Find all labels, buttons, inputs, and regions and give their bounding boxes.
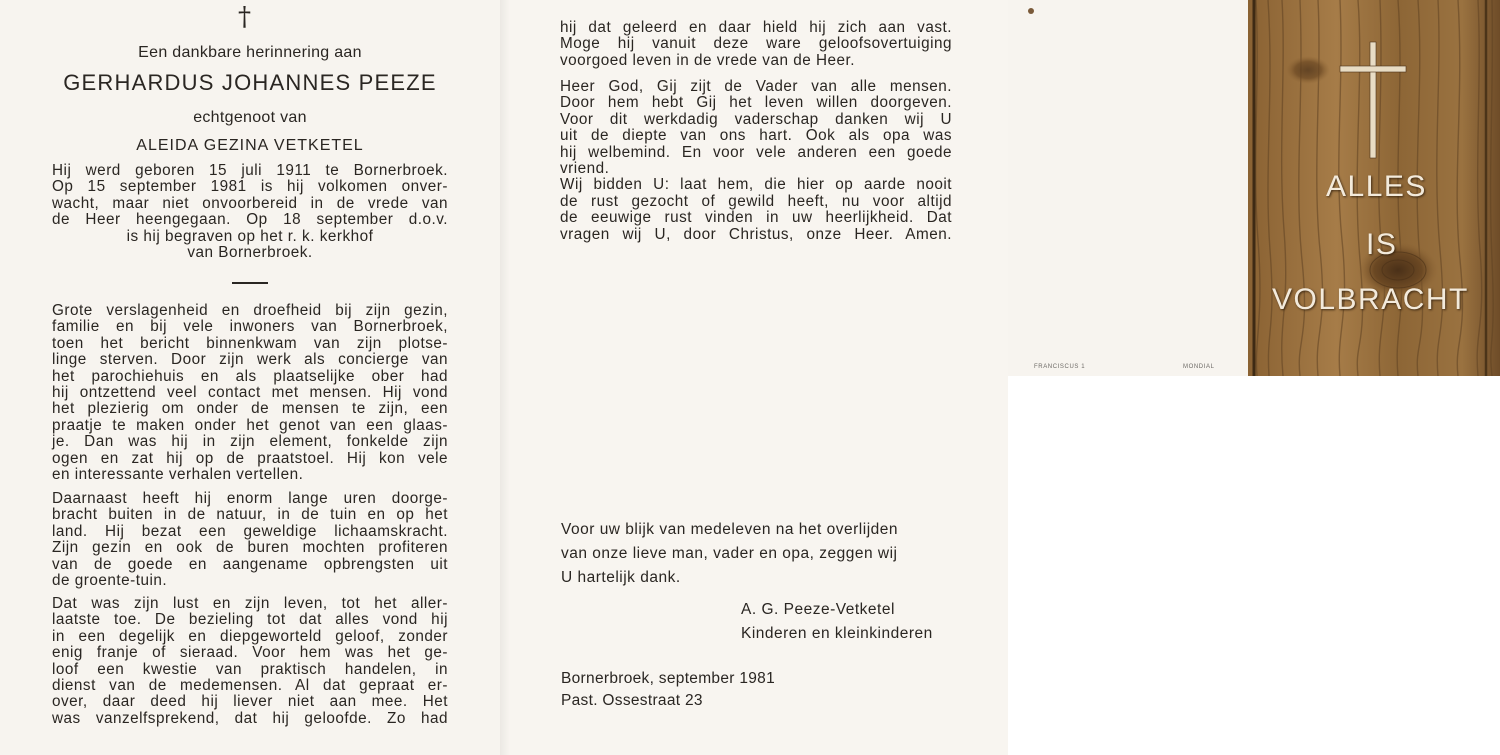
text-line: uit de diepte van ons hart. Ook als opa was: [560, 127, 952, 145]
text-line: Wij bidden U: laat hem, die hier op aarde nooit: [560, 176, 952, 194]
text-line: de Heer heengegaan. Op 18 september d.o.v.: [52, 211, 448, 229]
text-line: is hij begraven op het r. k. kerkhof: [126, 227, 374, 245]
signature-block: [741, 598, 933, 646]
fold-line: [500, 0, 510, 755]
text-line: Moge hij vanuit deze ware geloofsovertuiging: [560, 35, 952, 53]
photo-word-alles: ALLES: [1326, 170, 1427, 203]
text-line: wacht, maar niet onvoorbereid in de vrede van: [52, 194, 448, 212]
text-line: bracht buiten in de natuur, in de tuin en op het: [52, 506, 448, 524]
blank-card-panel: [1008, 0, 1248, 376]
deceased-name: GERHARDUS JOHANNES PEEZE: [63, 70, 437, 95]
text-line: van de goede en aangename opbrengsten uit: [52, 555, 448, 573]
text-line: het plezierig om onder de mensen te zijn, een: [52, 400, 448, 418]
text-line: van onze lieve man, vader en opa, zeggen wij: [561, 545, 898, 562]
print-code-right: MONDIAL: [1183, 364, 1215, 370]
text-line: Dat was zijn lust en zijn leven, tot het aller-: [52, 595, 448, 612]
text-line: praatje te maken onder het genot van een glaas-: [52, 416, 448, 434]
life-paragraph: [52, 596, 448, 727]
text-line: over, daar deed hij liever niet aan mee. Het: [52, 693, 448, 711]
place-date: Bornerbroek, september 1981: [561, 670, 776, 687]
text-line: Voor uw blijk van medeleven na het overlijden: [561, 521, 898, 538]
spouse-intro: echtgenoot van: [193, 109, 307, 126]
text-line: Door hem hebt Gij het leven willen doorgeven.: [560, 94, 952, 112]
text-line: Zijn gezin en ook de buren mochten profiteren: [52, 539, 448, 557]
text-line: toen het bericht binnenkwam van zijn plotse-: [52, 334, 448, 352]
left-panel: [0, 0, 500, 755]
text-line: linge sterven. Door zijn werk als concierge van: [52, 351, 448, 369]
text-line: de groente-tuin.: [52, 572, 168, 590]
print-code-left: FRANCISCUS 1: [1034, 364, 1086, 370]
text-line: de rust gezocht of gewild heeft, nu voor altijd: [560, 192, 952, 210]
text-line: het parochiehuis en als plaatselijke ober had: [52, 367, 448, 385]
text-line: dienst van de medemensen. Al dat gepraat er-: [52, 677, 448, 695]
text-line: vriend.: [560, 160, 610, 178]
cross-icon: †: [238, 2, 251, 32]
text-line: ogen en zat hij op de praatstoel. Hij kon vele: [52, 449, 448, 467]
text-line: hij ontzettend veel contact met mensen. Hij vond: [52, 384, 448, 402]
text-line: laatste toe. De bezieling tot dat alles vond hij: [52, 611, 448, 629]
text-line: Grote verslagenheid en droefheid bij zijn gezin,: [52, 302, 448, 319]
text-line: hij welbemind. En voor vele anderen een goede: [560, 143, 952, 161]
grief-paragraph: [52, 303, 448, 483]
continuation-paragraph: [560, 20, 952, 69]
text-line: Heer God, Gij zijt de Vader van alle mensen.: [560, 78, 952, 95]
divider: [232, 282, 268, 284]
text-line: hij dat geleerd en daar hield hij zich aan vast.: [560, 19, 952, 36]
photo-word-volbracht: VOLBRACHT: [1272, 283, 1469, 316]
text-line: Hij werd geboren 15 juli 1911 te Bornerbroek.: [52, 162, 448, 179]
prayer-paragraph: [560, 79, 952, 243]
text-line: Daarnaast heeft hij enorm lange uren doorge-: [52, 490, 448, 507]
text-line: in een degelijk en diepgeworteld geloof, zonder: [52, 627, 448, 645]
birth-paragraph: [52, 163, 448, 261]
text-line: familie en bij vele inwoners van Bornerbroek,: [52, 318, 448, 336]
text-line: Voor dit werkdadig vaderschap danken wij U: [560, 110, 952, 128]
signature-family: Kinderen en kleinkinderen: [741, 625, 933, 642]
text-line: land. Hij bezat een geweldige lichaamskracht.: [52, 522, 448, 540]
text-line: je. Dan was hij in zijn element, fonkelde zijn: [52, 433, 448, 451]
thanks-text: [561, 518, 961, 590]
spouse-name: ALEIDA GEZINA VETKETEL: [136, 137, 364, 154]
text-line: enig franje of sieraad. Voor hem was het ge-: [52, 644, 448, 662]
address: Past. Ossestraat 23: [561, 692, 703, 709]
text-line: voorgoed leven in de vrede van de Heer.: [560, 51, 856, 69]
work-paragraph: [52, 491, 448, 589]
text-line: van Bornerbroek.: [187, 244, 313, 262]
text-line: de eeuwige rust vinden in uw heerlijkheid. Dat: [560, 209, 952, 227]
ink-dot: [1028, 8, 1034, 14]
photo-word-is: IS: [1366, 228, 1398, 261]
text-line: en interessante verhalen vertellen.: [52, 466, 304, 484]
text-line: loof een kwestie van praktisch handelen, in: [52, 660, 448, 678]
place-block: [561, 668, 775, 712]
text-line: vragen wij U, door Christus, onze Heer. Amen.: [560, 225, 952, 243]
intro-text: Een dankbare herinnering aan: [138, 44, 362, 61]
text-line: Op 15 september 1981 is hij volkomen onver-: [52, 178, 448, 196]
text-line: was vanzelfsprekend, dat hij geloofde. Zo had: [52, 709, 448, 727]
signature-name: A. G. Peeze-Vetketel: [741, 601, 895, 618]
text-line: U hartelijk dank.: [561, 569, 681, 586]
